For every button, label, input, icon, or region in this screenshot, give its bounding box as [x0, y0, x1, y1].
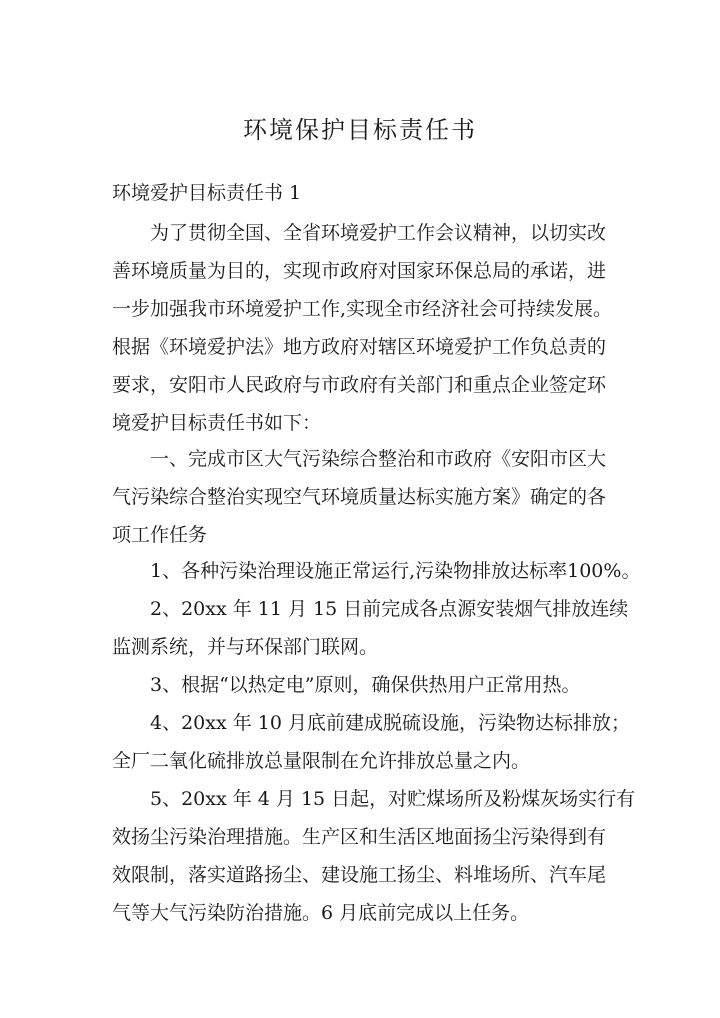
paragraph-line: 一步加强我市环境爱护工作,实现全市经济社会可持续发展。 — [112, 298, 613, 320]
paragraph-line: 要求，安阳市人民政府与市政府有关部门和重点企业签定环 — [112, 374, 607, 396]
document-title: 环境保护目标责任书 — [243, 116, 477, 144]
paragraph-line: 4、20xx 年 10 月底前建成脱硫设施，污染物达标排放； — [150, 712, 630, 734]
paragraph-line: 效限制，落实道路扬尘、建设施工扬尘、料堆场所、汽车尾 — [112, 864, 607, 886]
section-heading: 环境爱护目标责任书 1 — [112, 182, 302, 204]
paragraph-line: 2、20xx 年 11 月 15 日前完成各点源安装烟气排放连续 — [150, 598, 629, 620]
paragraph-line: 5、20xx 年 4 月 15 日起，对贮煤场所及粉煤灰场实行有 — [150, 788, 636, 810]
paragraph-line: 气等大气污染防治措施。6 月底前完成以上任务。 — [112, 902, 530, 924]
paragraph-line: 1、各种污染治理设施正常运行,污染物排放达标率100%。 — [150, 560, 641, 582]
paragraph-task-2 — [112, 590, 629, 666]
paragraph-line: 项工作任务 — [112, 524, 208, 546]
paragraph-line: 根据《环境爱护法》地方政府对辖区环境爱护工作负总责的 — [112, 336, 607, 358]
paragraph-line: 3、根据“以热定电”原则，确保供热用户正常用热。 — [150, 674, 581, 696]
paragraph-task-4 — [112, 704, 630, 780]
paragraph-line: 监测系统，并与环保部门联网。 — [112, 636, 379, 658]
paragraph-line: 全厂二氧化硫排放总量限制在允许排放总量之内。 — [112, 750, 531, 772]
paragraph-intro — [112, 214, 612, 442]
paragraph-line: 善环境质量为目的，实现市政府对国家环保总局的承诺，进 — [112, 260, 607, 282]
paragraph-line: 境爱护目标责任书如下： — [112, 412, 322, 434]
paragraph-task-3 — [112, 666, 612, 704]
paragraph-line: 气污染综合整治实现空气环境质量达标实施方案》确定的各 — [112, 486, 607, 508]
paragraph-task-1 — [112, 552, 641, 590]
paragraph-item-1 — [112, 440, 612, 554]
paragraph-line: 效扬尘污染治理措施。生产区和生活区地面扬尘污染得到有 — [112, 826, 607, 848]
paragraph-line: 为了贯彻全国、全省环境爱护工作会议精神，以切实改 — [150, 222, 607, 244]
paragraph-line: 一、完成市区大气污染综合整治和市政府《安阳市区大 — [150, 448, 607, 470]
paragraph-task-5 — [112, 780, 636, 932]
